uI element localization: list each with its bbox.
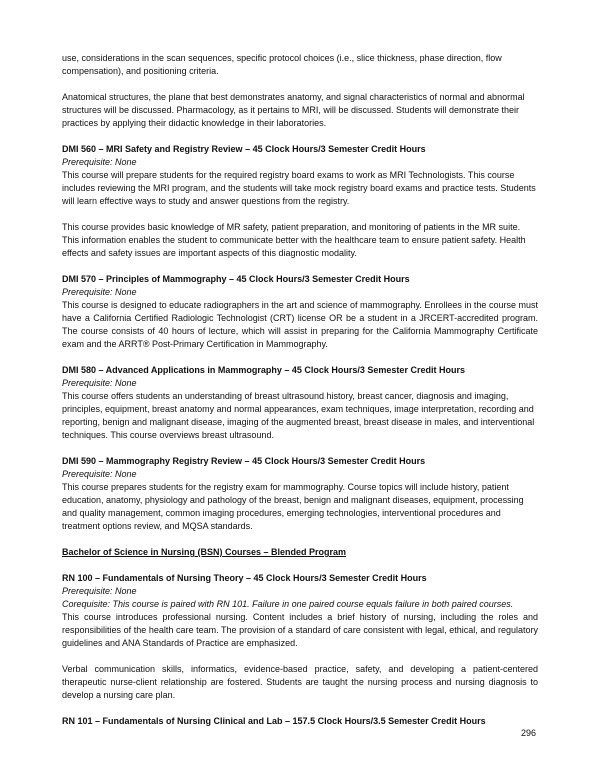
course-corequisite-rn-100: Corequisite: This course is paired with RN 101. Failure in one paired course equals failure in both paired courses. [62,599,514,609]
course-title-dmi-570: DMI 570 – Principles of Mammography – 45 Clock Hours/3 Semester Credit Hours [62,274,410,284]
course-prerequisite-dmi-580: Prerequisite: None [62,378,137,388]
bsn-program-section-heading: Bachelor of Science in Nursing (BSN) Courses – Blended Program [62,547,347,557]
course-description-dmi-590: This course prepares students for the registry exam for mammography. Course topics will include history, patient education, anatomy, physiology and pathology of the breast, benign and malignant diseases, equipment, processing and quality management, common imaging procedures, emerging technologies, interventional procedures and treatment options review, and MQSA standards. [62,482,524,531]
course-description-dmi-580: This course offers students an understanding of breast ultrasound history, breast cancer, diagnosis and imaging, principles, equipment, breast anatomy and normal appearances, exam techniques, image interpretation, recording and reporting, benign and malignant disease, imaging of the augmented breast, breast disease in males, and interventional techniques. This course overviews breast ultrasound. [62,391,535,440]
page-number: 296 [520,728,536,738]
page-content [62,52,538,728]
course-description-rn-100-2: Verbal communication skills, informatics, evidence-based practice, safety, and developing a patient-centered therapeutic nurse-client relationship are fostered. Students are taught the nursing process and nursing diagnosis to develop a nursing care plan. [62,664,538,700]
continuation-paragraph-1: use, considerations in the scan sequences, specific protocol choices (i.e., slice thickness, phase direction, flow compensation), and positioning criteria. [62,53,502,76]
course-title-dmi-580: DMI 580 – Advanced Applications in Mammography – 45 Clock Hours/3 Semester Credit Hours [62,365,465,375]
course-prerequisite-rn-100: Prerequisite: None [62,586,137,596]
course-title-dmi-590: DMI 590 – Mammography Registry Review – 45 Clock Hours/3 Semester Credit Hours [62,456,426,466]
course-description-rn-100-1: This course introduces professional nursing. Content includes a brief history of nursing, including the roles and responsibilities of the health care team. The provision of a standard of care consistent with legal, ethical, and regulatory guidelines and ANA Standards of Practice are emphasized. [62,612,538,648]
course-prerequisite-dmi-570: Prerequisite: None [62,287,137,297]
course-title-dmi-560: DMI 560 – MRI Safety and Registry Review – 45 Clock Hours/3 Semester Credit Hours [62,144,426,154]
continuation-paragraph-2: Anatomical structures, the plane that best demonstrates anatomy, and signal characteristics of normal and abnormal structures will be discussed. Pharmacology, as it pertains to MRI, will be discussed. Students will demonstrate their practices by applying their didactic knowledge in their laboratories. [62,92,525,128]
course-prerequisite-dmi-560: Prerequisite: None [62,157,137,167]
course-title-rn-100: RN 100 – Fundamentals of Nursing Theory – 45 Clock Hours/3 Semester Credit Hours [62,573,427,583]
course-prerequisite-dmi-590: Prerequisite: None [62,469,137,479]
course-description-dmi-560-2: This course provides basic knowledge of MR safety, patient preparation, and monitoring of patients in the MR suite. This information enables the student to communicate better with the healthcare team to ensure patient safety. Health effects and safety issues are important aspects of this diagnostic modality. [62,222,526,258]
course-description-dmi-570: This course is designed to educate radiographers in the art and science of mammography. Enrollees in the course must have a California Certified Radiologic Technologist (CRT) license OR be a student in a JRCERT-accredited program. The course consists of 40 hours of lecture, which will assist in preparing for the California Mammography Certificate exam and the ARRT® Post-Primary Certification in Mammography. [62,300,538,349]
course-title-rn-101: RN 101 – Fundamentals of Nursing Clinical and Lab – 157.5 Clock Hours/3.5 Semester Credit Hours [62,716,486,726]
course-description-dmi-560-1: This course will prepare students for the required registry board exams to work as MRI Technologists. This course includes reviewing the MRI program, and the students will take mock registry board exams and practice tests. Students will learn effective ways to study and answer questions from the registry. [62,170,536,206]
